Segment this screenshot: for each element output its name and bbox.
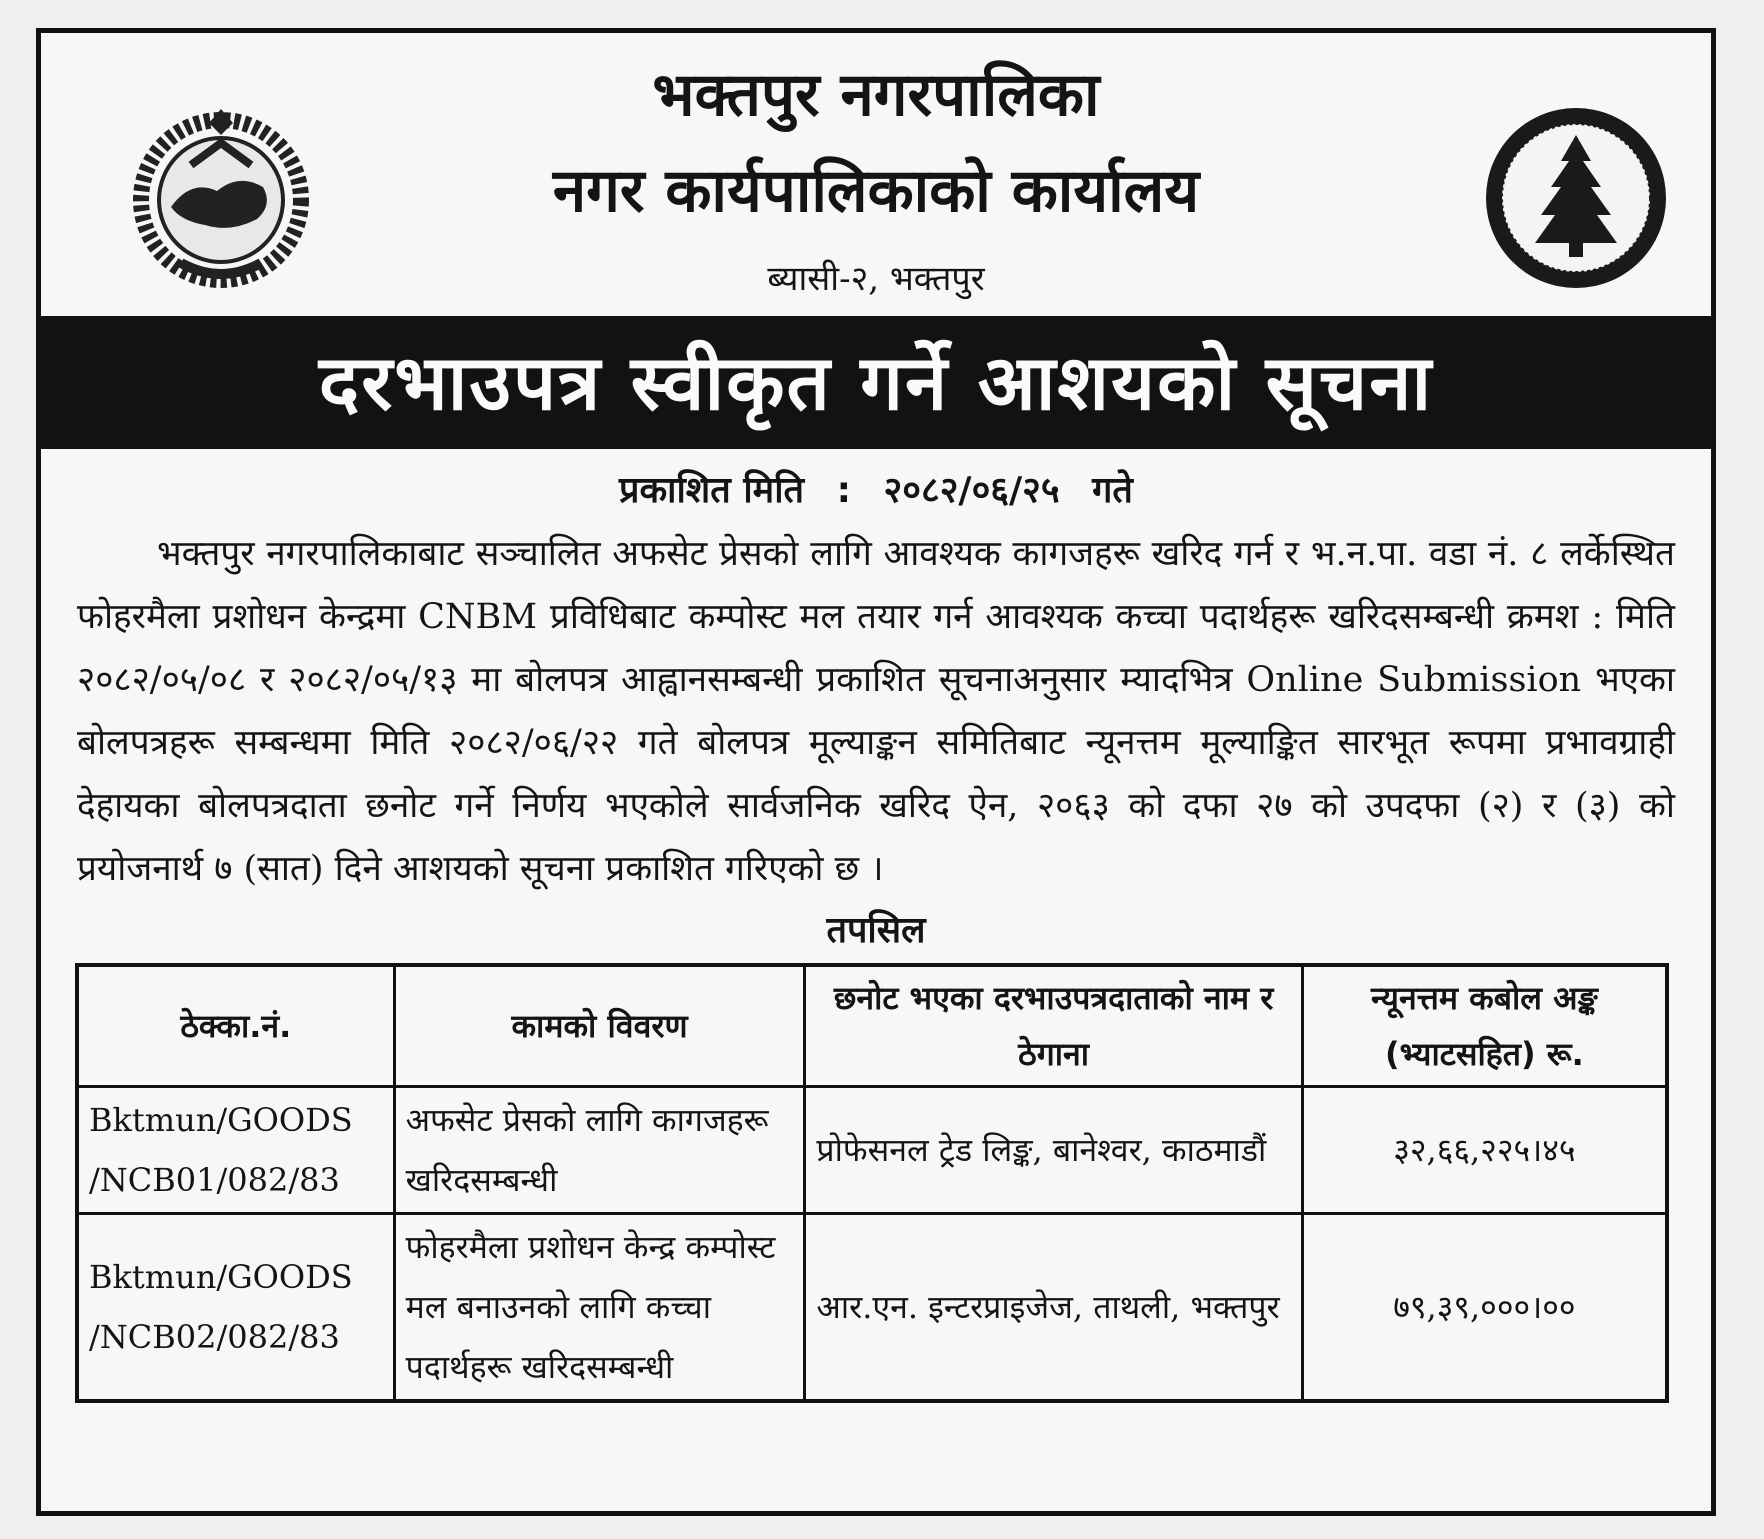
notice-header bbox=[41, 33, 1711, 316]
municipality-name: भक्तपुर नगरपालिका bbox=[652, 60, 1100, 130]
contract-no-cell: Bktmun/GOODS /NCB02/082/83 bbox=[77, 1214, 394, 1402]
bhaktapur-municipality-logo-icon bbox=[1481, 103, 1671, 293]
notice-title-banner: दरभाउपत्र स्वीकृत गर्ने आशयको सूचना bbox=[41, 316, 1711, 449]
office-address: ब्यासी-२, भक्तपुर bbox=[767, 259, 985, 299]
publication-separator: : bbox=[836, 470, 851, 511]
contract-no-cell: Bktmun/GOODS /NCB01/082/83 bbox=[77, 1087, 394, 1214]
notice-body bbox=[41, 463, 1711, 1403]
bidder-cell: आर.एन. इन्टरप्राइजेज, ताथली, भक्तपुर bbox=[805, 1214, 1302, 1402]
amount-cell: ३२,६६,२२५।४५ bbox=[1302, 1087, 1667, 1214]
header-work-description: कामको विवरण bbox=[394, 965, 805, 1087]
table-row bbox=[77, 1214, 1667, 1402]
schedule-heading: तपसिल bbox=[826, 910, 926, 951]
amount-cell: ७९,३९,०००।०० bbox=[1302, 1214, 1667, 1402]
publication-date-line bbox=[77, 463, 1675, 519]
table-header-row bbox=[77, 965, 1667, 1087]
office-name: नगर कार्यपालिकाको कार्यालय bbox=[552, 156, 1200, 226]
nepal-coat-of-arms-icon bbox=[121, 95, 321, 295]
publication-suffix: गते bbox=[1092, 470, 1133, 511]
table-row bbox=[77, 1087, 1667, 1214]
notice-paragraph: भक्तपुर नगरपालिकाबाट सञ्चालित अफसेट प्रेसको लागि आवश्यक कागजहरू खरिद गर्न र भ.न.पा. वडा नं. ८ लर्केस्थित फोहरमैला प्रशोधन केन्द्रमा CNBM प्रविधिबाट कम्पोस्ट मल तयार गर्न आवश्यक कच्चा पदार्थहरू खरिदसम्बन्धी क्रमश : मिति २०८२/०५/०८ र २०८२/०५/१३ मा बोलपत्र आह्वानसम्बन्धी प्रकाशित सूचनाअनुसार म्यादभित्र Online Submission भएका बोलपत्रहरू सम्बन्धमा मिति २०८२/०६/२२ गते बोलपत्र मूल्याङ्कन समितिबाट न्यूनत्तम मूल्याङ्कित सारभूत रूपमा प्रभावग्राही देहायका बोलपत्रदाता छनोट गर्ने निर्णय भएकोले सार्वजनिक खरिद ऐन, २०६३ को दफा २७ को उपदफा (२) र (३) को प्रयोजनार्थ ७ (सात) दिने आशयको सूचना प्रकाशित गरिएको छ । bbox=[77, 534, 1675, 889]
bidder-cell: प्रोफेसनल ट्रेड लिङ्क, बानेश्वर, काठमाडौं bbox=[805, 1087, 1302, 1214]
public-notice bbox=[36, 28, 1716, 1516]
description-cell: फोहरमैला प्रशोधन केन्द्र कम्पोस्ट मल बनाउनको लागि कच्चा पदार्थहरू खरिदसम्बन्धी bbox=[394, 1214, 805, 1402]
publication-label: प्रकाशित मिति bbox=[619, 470, 805, 511]
publication-date: २०८२/०६/२५ bbox=[883, 470, 1060, 511]
description-cell: अफसेट प्रेसको लागि कागजहरू खरिदसम्बन्धी bbox=[394, 1087, 805, 1214]
bid-results-table bbox=[75, 963, 1669, 1403]
header-lowest-bid-amount: न्यूनत्तम कबोल अङ्क (भ्याटसहित) रू. bbox=[1302, 965, 1667, 1087]
header-selected-bidder: छनोट भएका दरभाउपत्रदाताको नाम र ठेगाना bbox=[805, 965, 1302, 1087]
header-contract-no: ठेक्का.नं. bbox=[77, 965, 394, 1087]
